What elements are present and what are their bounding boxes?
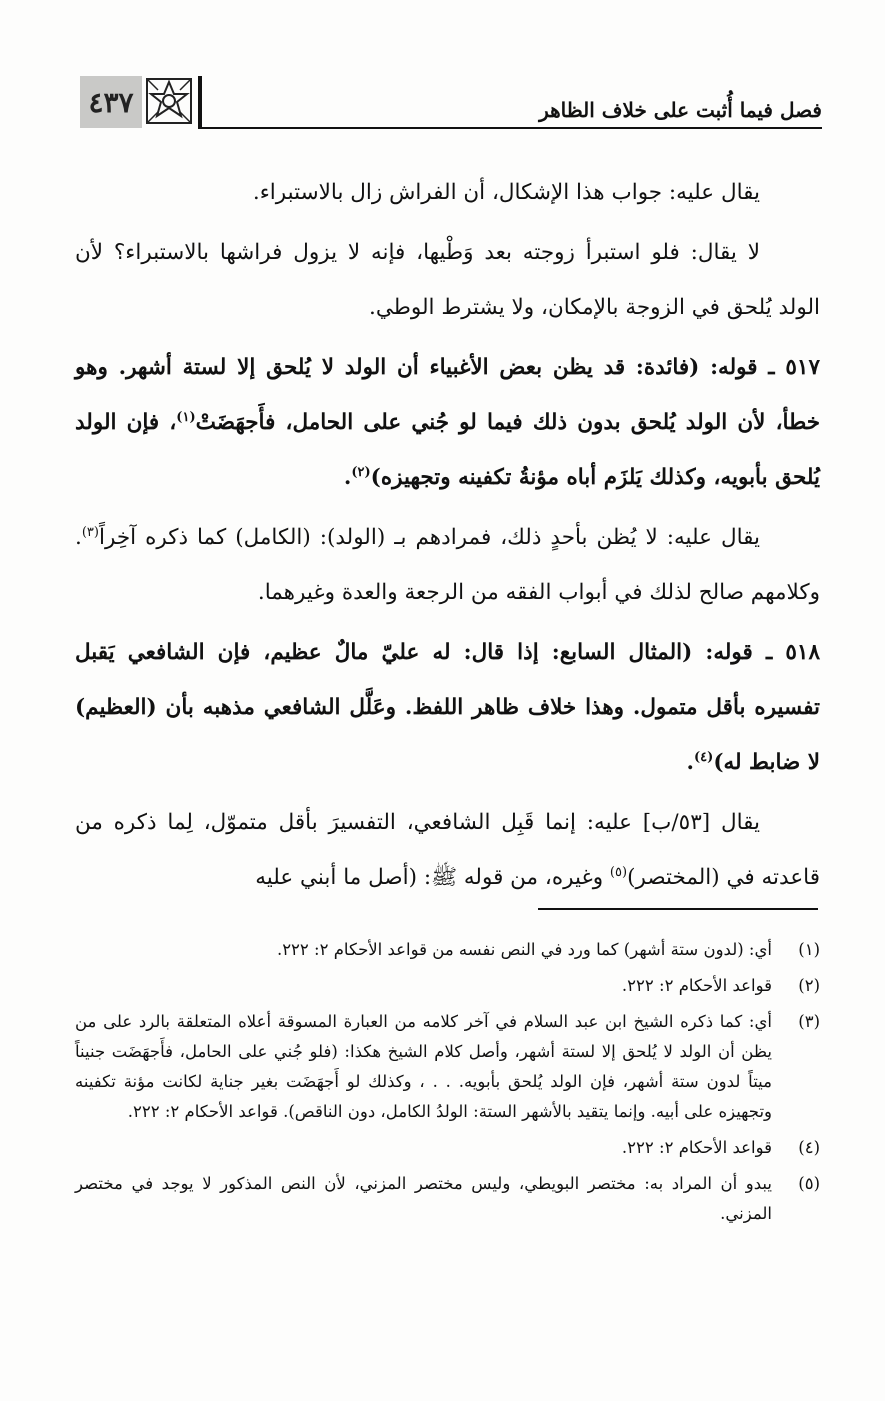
paragraph-6-text-a: يقال [٥٣/ب] عليه: إنما قَبِل الشافعي، التفسيرَ بأقل متموّل، لِما ذكره من قاعدته في (المختصر) — [75, 810, 820, 890]
entry-number: ٥١٨ ـ — [765, 640, 821, 665]
header-rule — [198, 127, 822, 129]
paragraph-2: لا يقال: فلو استبرأ زوجته بعد وَطْيها، فإنه لا يزول فراشها بالاستبراء؟ لأن الولد يُلحق في الزوجة بالإمكان، ولا يشترط الوطي. — [75, 240, 820, 320]
paragraph-4-text-a: يقال عليه: لا يُظن بأحدٍ ذلك، فمرادهم بـ (الولد): (الكامل) كما ذكره آخِراً — [98, 525, 760, 550]
footnote-text: قواعد الأحكام ٢: ٢٢٢. — [621, 976, 772, 995]
page-number-box — [80, 76, 142, 128]
footnote-ref-3: (٣) — [81, 524, 99, 540]
paragraph-4-text-b: . وكلامهم صالح لذلك في أبواب الفقه من الرجعة والعدة وغيرهما. — [75, 525, 820, 605]
footnote-number: (٤) — [798, 1138, 820, 1157]
footnote-3 — [75, 1007, 820, 1127]
footnote-5 — [75, 1169, 820, 1229]
paragraph-6-text-b: وغيره، من قوله ﷺ: (أصل ما أبني عليه — [255, 865, 610, 890]
paragraph-518-text-a: قوله: (المثال السابع: إذا قال: له عليّ مالٌ عظيم، فإن الشافعي يَقبل تفسيره بأقل متمول. وهذا خلاف ظاهر اللفظ. وعَلَّل الشافعي مذهبه بأن (العظيم) لا ضابط له) — [75, 640, 820, 775]
paragraph-518-text-b: . — [686, 750, 695, 775]
paragraph-4 — [75, 510, 820, 620]
footnote-text: أي: كما ذكره الشيخ ابن عبد السلام في آخر كلامه من العبارة المسوقة أعلاه المتعلقة بالرد على من يظن أن الولد لا يُلحق إلا لستة أشهر، وأصل كلام الشيخ هكذا: (فلو جُني على الحامل، فأَجهَضَت جنيناً ميتاً لدون ستة أشهر، فإن الولد يُلحق بأبويه. . . ، وكذلك لو أَجهَضَت بغير جناية لكانت مؤنة تكفينه وتجهيزه على أبيه. وإنما يتقيد بالأشهر الستة: الولدُ الكامل، دون الناقص). قواعد الأحكام ٢: ٢٢٢. — [75, 1012, 772, 1121]
entry-number: ٥١٧ ـ — [768, 355, 820, 380]
paragraph-518 — [75, 625, 820, 790]
footnote-separator — [538, 908, 818, 910]
paragraph-517-text-c: . — [343, 465, 352, 490]
header-divider — [198, 76, 202, 128]
footnote-ref-2: (٢) — [351, 464, 371, 480]
footnote-number: (٣) — [798, 1012, 820, 1031]
footnote-ref-1: (١) — [176, 409, 196, 425]
footnote-number: (٢) — [798, 976, 820, 995]
running-title: فصل فيما أُثبت على خلاف الظاهر — [539, 98, 822, 122]
paragraph-517 — [75, 340, 820, 505]
footnotes — [75, 935, 820, 1235]
footnote-4 — [75, 1133, 820, 1163]
footnote-number: (٥) — [798, 1174, 820, 1193]
paragraph-517-text-b: ، فإن الولد يُلحق بأبويه، وكذلك يَلزَم أباه مؤنةُ تكفينه وتجهيزه) — [75, 410, 820, 490]
footnote-ref-5: (٥) — [609, 864, 628, 880]
page-header — [80, 76, 822, 132]
page-number: ٤٣٧ — [88, 85, 134, 119]
footnote-1 — [75, 935, 820, 965]
paragraph-6 — [75, 795, 820, 905]
footnote-text: قواعد الأحكام ٢: ٢٢٢. — [621, 1138, 772, 1157]
footnote-2 — [75, 971, 820, 1001]
footnote-ref-4: (٤) — [694, 749, 714, 765]
footnote-number: (١) — [798, 940, 820, 959]
paragraph-517-text-a: قوله: (فائدة: قد يظن بعض الأغبياء أن الولد لا يُلحق إلا لستة أشهر. وهو خطأ، لأن الولد يُلحق بدون ذلك فيما لو جُني على الحامل، فأَجهَضَتْ — [75, 355, 820, 435]
main-text — [75, 165, 820, 910]
footnote-text: يبدو أن المراد به: مختصر البويطي، وليس مختصر المزني، لأن النص المذكور لا يوجد في مختصر المزني. — [75, 1174, 772, 1223]
star-ornament-icon — [146, 78, 192, 124]
footnote-text: أي: (لدون ستة أشهر) كما ورد في النص نفسه من قواعد الأحكام ٢: ٢٢٢. — [276, 940, 772, 959]
paragraph-1: يقال عليه: جواب هذا الإشكال، أن الفراش زال بالاستبراء. — [252, 180, 760, 205]
